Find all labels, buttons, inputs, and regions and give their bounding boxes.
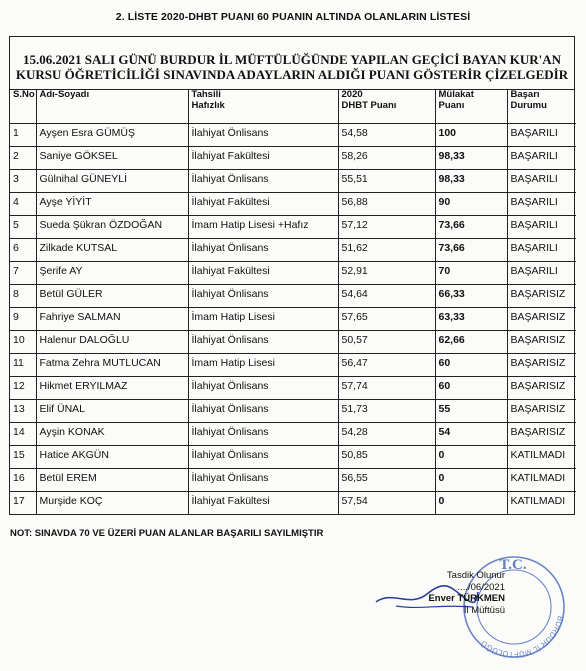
table-row (10, 262, 576, 285)
cell-education: İlahiyat Önlisans (188, 377, 338, 400)
heading-line-2: KURSU ÖĞRETİCİLİĞİ SINAVINDA ADAYLARIN ALDIĞI PUANI GÖSTERİR ÇİZELGEDİR (15, 67, 569, 82)
cell-sno: 16 (10, 469, 36, 492)
cell-interview: 90 (435, 193, 507, 216)
cell-result: BAŞARILI (507, 239, 576, 262)
cell-education: İlahiyat Önlisans (188, 331, 338, 354)
cell-result: BAŞARISIZ (507, 308, 576, 331)
cell-dhbt: 57,12 (338, 216, 435, 239)
cell-name: Sueda Şükran ÖZDOĞAN (36, 216, 188, 239)
cell-sno: 17 (10, 492, 36, 515)
header-sno: S.No (10, 90, 36, 124)
cell-result: KATILMADI (507, 492, 576, 515)
cell-education: İmam Hatip Lisesi (188, 308, 338, 331)
cell-result: BAŞARILI (507, 170, 576, 193)
cell-dhbt: 56,88 (338, 193, 435, 216)
cell-dhbt: 52,91 (338, 262, 435, 285)
results-table (10, 90, 576, 514)
cell-sno: 15 (10, 446, 36, 469)
header-interview-line2: Puanı (438, 99, 465, 111)
footnote: NOT: SINAVDA 70 VE ÜZERİ PUAN ALANLAR BAŞARILI SAYILMIŞTIR (10, 528, 324, 539)
cell-interview: 0 (435, 469, 507, 492)
cell-education: İmam Hatip Lisesi (188, 354, 338, 377)
header-education (188, 90, 338, 124)
cell-sno: 13 (10, 400, 36, 423)
table-row (10, 446, 576, 469)
cell-sno: 1 (10, 124, 36, 147)
table-row (10, 308, 576, 331)
cell-dhbt: 55,51 (338, 170, 435, 193)
cell-result: BAŞARILI (507, 216, 576, 239)
cell-dhbt: 57,74 (338, 377, 435, 400)
cell-interview: 100 (435, 124, 507, 147)
cell-dhbt: 56,47 (338, 354, 435, 377)
cell-interview: 54 (435, 423, 507, 446)
cell-dhbt: 50,85 (338, 446, 435, 469)
cell-name: Ayşen Esra GÜMÜŞ (36, 124, 188, 147)
cell-dhbt: 54,64 (338, 285, 435, 308)
table-row (10, 124, 576, 147)
cell-sno: 10 (10, 331, 36, 354)
cell-name: Zilkade KUTSAL (36, 239, 188, 262)
cell-interview: 66,33 (435, 285, 507, 308)
cell-result: BAŞARISIZ (507, 331, 576, 354)
cell-name: Fatma Zehra MUTLUCAN (36, 354, 188, 377)
cell-name: Ayşin KONAK (36, 423, 188, 446)
cell-name: Betül EREM (36, 469, 188, 492)
header-interview-line1: Mülakat (438, 90, 474, 100)
cell-interview: 60 (435, 354, 507, 377)
sheet-heading (10, 37, 574, 90)
seal-top-text: T.C. (499, 557, 527, 573)
table-row (10, 492, 576, 515)
cell-sno: 11 (10, 354, 36, 377)
approval-line1: Tasdik Olunur (446, 570, 505, 581)
cell-sno: 7 (10, 262, 36, 285)
cell-dhbt: 56,55 (338, 469, 435, 492)
cell-result: KATILMADI (507, 469, 576, 492)
cell-name: Elif ÜNAL (36, 400, 188, 423)
cell-result: BAŞARISIZ (507, 354, 576, 377)
table-row (10, 331, 576, 354)
table-row (10, 354, 576, 377)
cell-sno: 14 (10, 423, 36, 446)
cell-result: BAŞARISIZ (507, 423, 576, 446)
header-interview (435, 90, 507, 124)
approval-block (405, 570, 505, 616)
table-row (10, 216, 576, 239)
table-row (10, 377, 576, 400)
cell-name: Ayşe YİYİT (36, 193, 188, 216)
cell-dhbt: 51,62 (338, 239, 435, 262)
cell-sno: 4 (10, 193, 36, 216)
cell-education: İlahiyat Fakültesi (188, 262, 338, 285)
cell-education: İlahiyat Fakültesi (188, 193, 338, 216)
cell-interview: 0 (435, 492, 507, 515)
header-result (507, 90, 576, 124)
cell-result: BAŞARISIZ (507, 377, 576, 400)
cell-sno: 6 (10, 239, 36, 262)
cell-education: İlahiyat Önlisans (188, 124, 338, 147)
document-title: 2. LİSTE 2020-DHBT PUANI 60 PUANIN ALTINDA OLANLARIN LİSTESİ (115, 11, 471, 23)
table-row (10, 469, 576, 492)
cell-dhbt: 54,58 (338, 124, 435, 147)
cell-name: Hatice AKGÜN (36, 446, 188, 469)
cell-education: İlahiyat Önlisans (188, 469, 338, 492)
cell-sno: 8 (10, 285, 36, 308)
cell-name: Murşide KOÇ (36, 492, 188, 515)
header-dhbt-line2: DHBT Puanı (341, 99, 397, 111)
cell-name: Saniye GÖKSEL (36, 147, 188, 170)
approver-title: İl Müftüsü (463, 604, 505, 616)
cell-result: BAŞARILI (507, 124, 576, 147)
cell-sno: 2 (10, 147, 36, 170)
cell-education: İlahiyat Önlisans (188, 170, 338, 193)
table-row (10, 239, 576, 262)
cell-interview: 98,33 (435, 170, 507, 193)
table-row (10, 193, 576, 216)
cell-education: İlahiyat Fakültesi (188, 492, 338, 515)
cell-result: BAŞARISIZ (507, 285, 576, 308)
heading-line-1: 15.06.2021 SALI GÜNÜ BURDUR İL MÜFTÜLÜĞÜNDE YAPILAN GEÇİCİ BAYAN KUR'AN (22, 52, 561, 67)
header-name: Adı-Soyadı (36, 90, 188, 124)
table-row (10, 423, 576, 446)
cell-name: Hikmet ERYILMAZ (36, 377, 188, 400)
cell-result: BAŞARILI (507, 147, 576, 170)
cell-education: İlahiyat Önlisans (188, 285, 338, 308)
header-dhbt (338, 90, 435, 124)
header-dhbt-line1: 2020 (341, 90, 363, 100)
cell-dhbt: 57,65 (338, 308, 435, 331)
table-row (10, 147, 576, 170)
cell-dhbt: 57,54 (338, 492, 435, 515)
cell-education: İlahiyat Önlisans (188, 446, 338, 469)
cell-name: Halenur DALOĞLU (36, 331, 188, 354)
cell-dhbt: 51,73 (338, 400, 435, 423)
cell-interview: 70 (435, 262, 507, 285)
results-sheet (9, 36, 575, 515)
cell-interview: 98,33 (435, 147, 507, 170)
cell-education: İlahiyat Önlisans (188, 400, 338, 423)
cell-interview: 60 (435, 377, 507, 400)
cell-sno: 12 (10, 377, 36, 400)
cell-sno: 9 (10, 308, 36, 331)
cell-interview: 73,66 (435, 216, 507, 239)
cell-name: Gülnihal GÜNEYLİ (36, 170, 188, 193)
cell-education: İlahiyat Fakültesi (188, 147, 338, 170)
cell-education: İlahiyat Önlisans (188, 239, 338, 262)
header-education-line1: Tahsili (191, 90, 221, 100)
cell-education: İlahiyat Önlisans (188, 423, 338, 446)
cell-name: Fahriye SALMAN (36, 308, 188, 331)
cell-result: BAŞARISIZ (507, 400, 576, 423)
cell-interview: 73,66 (435, 239, 507, 262)
header-education-line2: Hafızlık (191, 99, 225, 111)
cell-result: BAŞARILI (507, 262, 576, 285)
table-row (10, 400, 576, 423)
approver-name: Enver TÜRKMEN (428, 593, 505, 604)
header-result-line2: Durumu (510, 99, 547, 111)
table-row (10, 170, 576, 193)
cell-name: Şerife AY (36, 262, 188, 285)
cell-interview: 62,66 (435, 331, 507, 354)
cell-sno: 5 (10, 216, 36, 239)
cell-result: KATILMADI (507, 446, 576, 469)
cell-dhbt: 58,26 (338, 147, 435, 170)
header-result-line1: Başarı (510, 90, 540, 100)
cell-result: BAŞARILI (507, 193, 576, 216)
table-row (10, 285, 576, 308)
cell-dhbt: 54,28 (338, 423, 435, 446)
cell-sno: 3 (10, 170, 36, 193)
approval-date: ..../06/2021 (457, 581, 505, 593)
cell-interview: 55 (435, 400, 507, 423)
table-header-row (10, 90, 576, 124)
cell-education: İmam Hatip Lisesi +Hafız (188, 216, 338, 239)
cell-name: Betül GÜLER (36, 285, 188, 308)
cell-interview: 0 (435, 446, 507, 469)
seal-ring-text: BURDUR İL MÜFTÜLÜĞÜ (479, 614, 566, 659)
cell-dhbt: 50,57 (338, 331, 435, 354)
cell-interview: 63,33 (435, 308, 507, 331)
